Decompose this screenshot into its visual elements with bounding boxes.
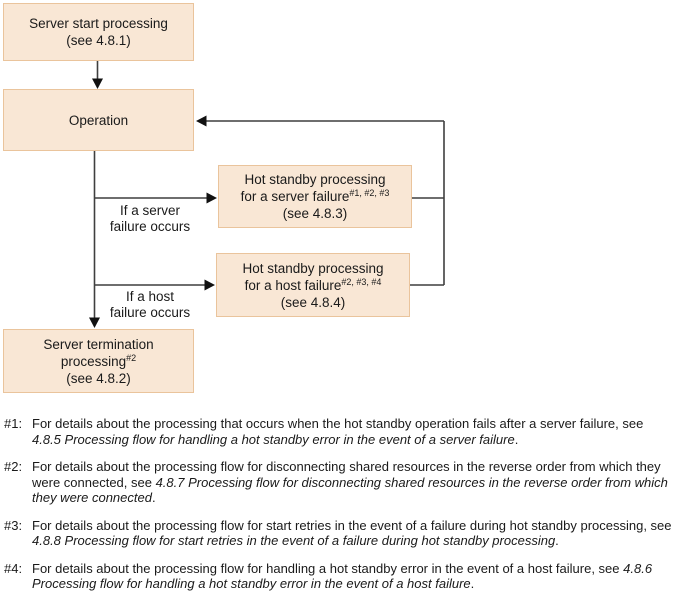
- node-text-base: for a server failure: [240, 189, 350, 204]
- edge-label-line: If a host: [125, 289, 175, 304]
- footnote-text-plain: .: [151, 490, 156, 505]
- footnote-item: [4, 459, 674, 506]
- footnote-item: [4, 561, 674, 592]
- footnote-section-reference: 4.8.6 Processing flow for handling a hot standby error in the event of a host failure: [32, 560, 653, 591]
- footnote-text: [32, 518, 674, 549]
- edge-label-line: failure occurs: [109, 305, 191, 320]
- edge-label-host-failure: [90, 289, 210, 321]
- footnote-text: [32, 459, 674, 506]
- footnote-text: [32, 561, 674, 592]
- node-text-line: (see 4.8.2): [66, 370, 131, 386]
- arrowhead-left-operation: [196, 116, 207, 127]
- node-text-line: [61, 353, 136, 370]
- footnote-id: #1:: [4, 416, 23, 431]
- node-text-line: Hot standby processing: [244, 172, 386, 187]
- node-server-start-processing: [3, 3, 194, 61]
- footnote-id: #3:: [4, 517, 23, 533]
- footnote-text-plain: .: [514, 431, 519, 447]
- footnote-list: [4, 416, 674, 604]
- footnote-section-reference: 4.8.8 Processing flow for start retries in the event of a failure during hot standby processing: [32, 533, 556, 548]
- footnote-id: #4:: [4, 560, 23, 576]
- footnote-id: #2:: [4, 459, 23, 474]
- node-operation: [3, 89, 194, 151]
- edge-label-server-failure: [90, 203, 210, 235]
- node-text-line: (see 4.8.1): [66, 33, 131, 48]
- node-text-line: [241, 188, 390, 205]
- node-hot-standby-server-failure: [218, 165, 412, 228]
- footnote-section-reference: 4.8.5 Processing flow for handling a hot standby error in the event of a server failure: [32, 431, 515, 447]
- node-text-line: Hot standby processing: [242, 260, 384, 276]
- node-server-termination-processing: [3, 329, 194, 393]
- node-text-line: Server start processing: [29, 16, 168, 31]
- footnote-item: [4, 518, 674, 549]
- footnote-text-plain: .: [470, 576, 475, 591]
- node-text-line: Operation: [68, 112, 129, 128]
- footnote-item: [4, 416, 674, 447]
- footnote-markers: #2: [126, 352, 137, 363]
- footnote-section-reference: 4.8.7 Processing flow for disconnecting shared resources in the reverse order from which they were connected: [32, 474, 668, 505]
- footnote-markers: #2, #3, #4: [341, 276, 382, 287]
- footnote-text-plain: For details about the processing flow for handling a hot standby error in the event of a host failure, see: [32, 560, 624, 576]
- footnote-text-plain: For details about the processing flow for start retries in the event of a failure during hot standby processing, see: [32, 517, 672, 533]
- footnote-text-plain: For details about the processing that occurs when the hot standby operation fails after a server failure, see: [32, 416, 644, 431]
- node-hot-standby-host-failure: [216, 253, 410, 317]
- footnote-text-plain: .: [555, 533, 559, 548]
- node-text-base: processing: [60, 353, 127, 369]
- footnote-markers: #1, #2, #3: [349, 188, 390, 198]
- footnote-text-plain: For details about the processing flow for disconnecting shared resources in the reverse order from which they were connected, see: [32, 459, 661, 490]
- node-text-line: (see 4.8.4): [280, 294, 346, 310]
- node-text-base: for a host failure: [244, 277, 342, 293]
- arrowhead-down-start: [92, 79, 103, 90]
- footnote-text: [32, 416, 674, 447]
- node-text-line: (see 4.8.3): [282, 206, 348, 221]
- edge-label-line: failure occurs: [109, 219, 191, 234]
- edge-label-line: If a server: [119, 203, 181, 218]
- arrowhead-right-server-failure: [207, 193, 218, 204]
- node-text-line: Server termination: [43, 336, 154, 352]
- node-text-line: [245, 277, 382, 294]
